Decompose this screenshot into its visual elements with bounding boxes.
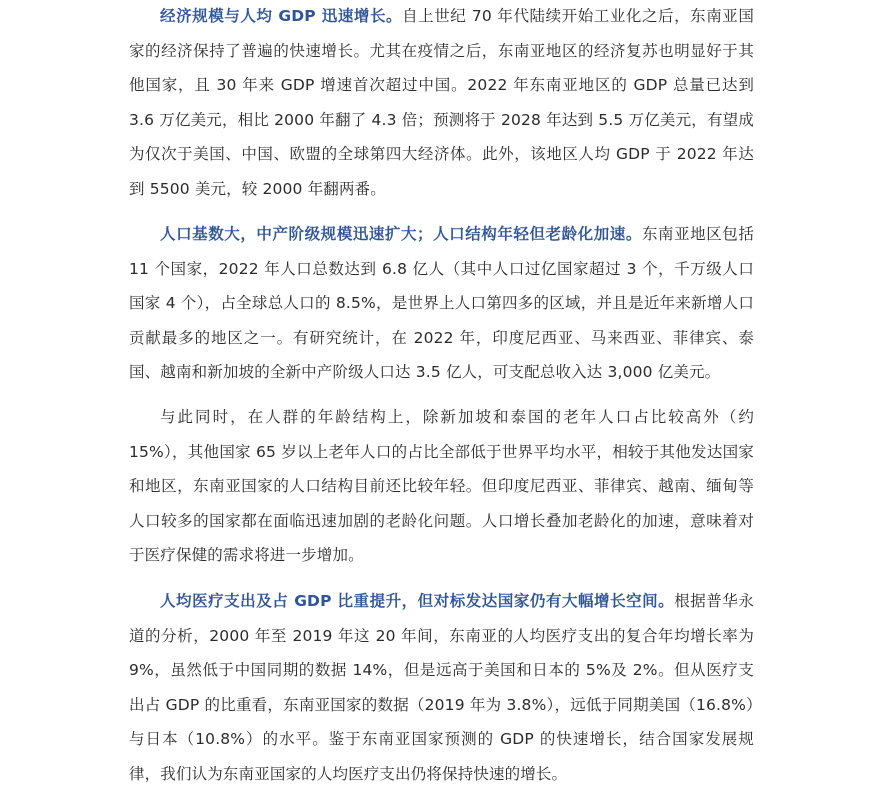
paragraph-lead-heading: 人口基数大，中产阶级规模迅速扩大；人口结构年轻但老龄化加速。	[160, 225, 642, 243]
paragraph-healthcare-spending	[129, 584, 754, 792]
paragraph-body: 根据普华永道的分析，2000 年至 2019 年这 20 年间，东南亚的人均医疗支出的复合年均增长率为 9%，虽然低于中国同期的数据 14%，但是远高于美国和日本的 5%及 2%。但从医疗支出占 GDP 的比重看，东南亚国家的数据（2019 年为 3.8%），远低于同期美国（16.8%）与日本（10.8%）的水平。鉴于东南亚国家预测的 GDP 的快速增长，结合国家发展规律，我们认为东南亚国家的人均医疗支出仍将保持快速的增长。	[129, 592, 754, 783]
paragraph-lead-heading: 人均医疗支出及占 GDP 比重提升，但对标发达国家仍有大幅增长空间。	[160, 592, 675, 610]
paragraph-lead-heading: 经济规模与人均 GDP 迅速增长。	[160, 7, 403, 25]
paragraph-population	[129, 217, 754, 390]
paragraph-body: 自上世纪 70 年代陆续开始工业化之后，东南亚国家的经济保持了普遍的快速增长。尤其在疫情之后，东南亚地区的经济复苏也明显好于其他国家，且 30 年来 GDP 增速首次超过中国。2022 年东南亚地区的 GDP 总量已达到 3.6 万亿美元，相比 2000 年翻了 4.3 倍；预测将于 2028 年达到 5.5 万亿美元，有望成为仅次于美国、中国、欧盟的全球第四大经济体。此外，该地区人均 GDP 于 2022 年达到 5500 美元，较 2000 年翻两番。	[129, 7, 754, 198]
paragraph-body: 东南亚地区包括 11 个国家，2022 年人口总数达到 6.8 亿人（其中人口过亿国家超过 3 个，千万级人口国家 4 个），占全球总人口的 8.5%，是世界上人口第四多的区域，并且是近年来新增人口贡献最多的地区之一。有研究统计，在 2022 年，印度尼西亚、马来西亚、菲律宾、泰国、越南和新加坡的全新中产阶级人口达 3.5 亿人，可支配总收入达 3,000 亿美元。	[129, 225, 754, 382]
paragraph-economy	[129, 0, 754, 207]
paragraph-aging	[129, 400, 754, 573]
paragraph-body: 与此同时，在人群的年龄结构上，除新加坡和泰国的老年人口占比较高外（约 15%），其他国家 65 岁以上老年人口的占比全部低于世界平均水平，相较于其他发达国家和地区，东南亚国家的人口结构目前还比较年轻。但印度尼西亚、菲律宾、越南、缅甸等人口较多的国家都在面临迅速加剧的老龄化问题。人口增长叠加老龄化的加速，意味着对于医疗保健的需求将进一步增加。	[129, 408, 754, 565]
